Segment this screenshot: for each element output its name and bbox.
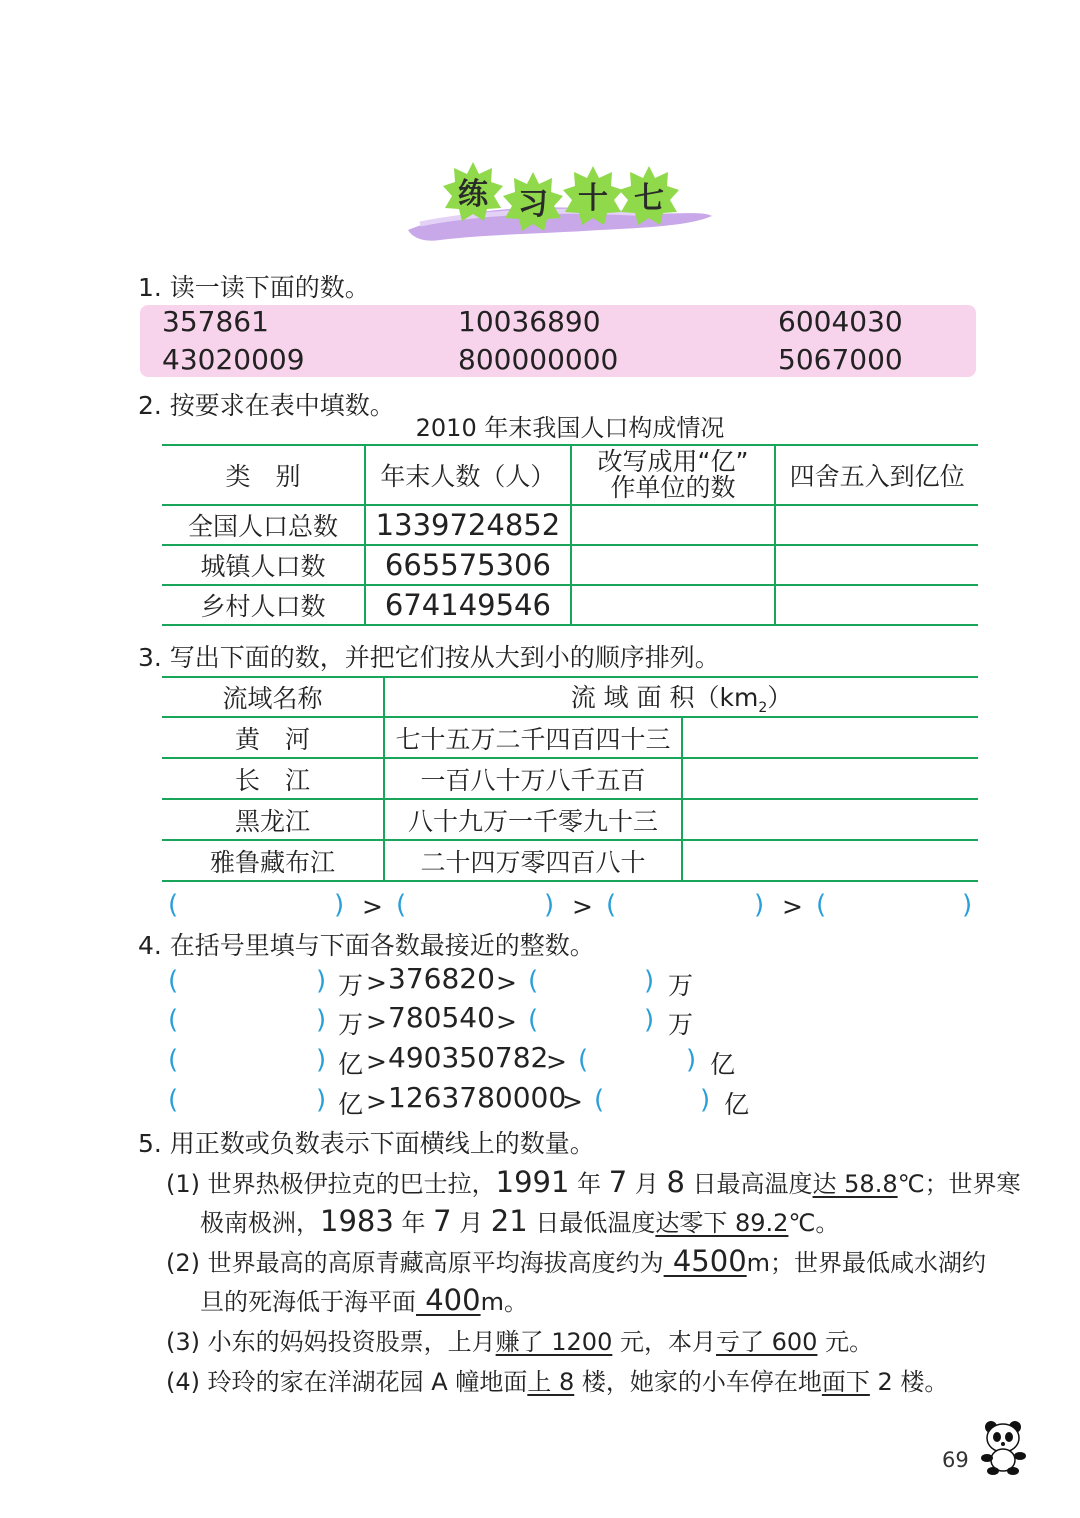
answer-cell-round[interactable] bbox=[775, 545, 978, 585]
close-paren: ) bbox=[316, 966, 327, 996]
table-row bbox=[162, 505, 978, 545]
close-paren: ) bbox=[334, 890, 345, 920]
answer-cell-number[interactable] bbox=[682, 758, 978, 799]
reading-number: 800000000 bbox=[458, 343, 619, 376]
underlined-quantity: 达 58.8 bbox=[812, 1170, 898, 1198]
title-char: 习 bbox=[518, 187, 548, 222]
order-blank[interactable] bbox=[413, 890, 541, 922]
title-char: 七 bbox=[634, 181, 664, 216]
river-basin-table bbox=[162, 676, 978, 882]
close-paren: ) bbox=[316, 1045, 327, 1075]
unit-left: 万 bbox=[338, 1010, 364, 1039]
basin-name: 雅鲁藏布江 bbox=[162, 840, 384, 881]
order-blank[interactable] bbox=[833, 890, 961, 922]
answer-cell-yi[interactable] bbox=[571, 505, 775, 545]
q5-item-1-line-2: 极南极洲，1983 年 7 月 21 日最低温度达零下 89.2℃。 bbox=[200, 1204, 840, 1238]
header-category: 类 别 bbox=[162, 445, 365, 505]
close-paren: ) bbox=[962, 890, 973, 920]
unit-left: 万 bbox=[338, 971, 364, 1000]
basin-area-words: 二十四万零四百八十 bbox=[384, 840, 682, 881]
panda-icon bbox=[978, 1418, 1028, 1476]
greater-than-sign: > bbox=[782, 892, 803, 921]
question-3-label: 3. 写出下面的数，并把它们按从大到小的顺序排列。 bbox=[138, 643, 720, 672]
table-row bbox=[162, 758, 978, 799]
table-row bbox=[162, 545, 978, 585]
unit-right: 亿 bbox=[724, 1090, 750, 1119]
open-paren: ( bbox=[168, 1005, 179, 1035]
answer-cell-round[interactable] bbox=[775, 585, 978, 625]
open-paren: ( bbox=[528, 966, 539, 996]
title-char: 十 bbox=[578, 181, 608, 216]
header-basin-name: 流域名称 bbox=[162, 677, 384, 717]
q5-item-2-line-1: (2) 世界最高的高原青藏高原平均海拔高度约为 4500m；世界最低咸水湖约 bbox=[166, 1244, 987, 1278]
open-paren: ( bbox=[594, 1085, 605, 1115]
header-yi-unit: 改写成用“亿” 作单位的数 bbox=[571, 445, 775, 505]
open-paren: ( bbox=[168, 1045, 179, 1075]
basin-area-words: 七十五万二千四百四十三 bbox=[384, 717, 682, 758]
approx-blank[interactable] bbox=[611, 1085, 697, 1117]
answer-cell-round[interactable] bbox=[775, 505, 978, 545]
row-count: 674149546 bbox=[365, 585, 571, 625]
open-paren: ( bbox=[816, 890, 827, 920]
open-paren: ( bbox=[168, 890, 179, 920]
approx-blank[interactable] bbox=[595, 1045, 683, 1077]
greater-than-sign: > bbox=[562, 1087, 583, 1116]
open-paren: ( bbox=[528, 1005, 539, 1035]
approx-blank[interactable] bbox=[185, 1045, 313, 1077]
basin-name: 黑龙江 bbox=[162, 799, 384, 840]
unit-right: 万 bbox=[668, 971, 694, 1000]
close-paren: ) bbox=[316, 1085, 327, 1115]
close-paren: ) bbox=[316, 1005, 327, 1035]
row-count: 1339724852 bbox=[365, 505, 571, 545]
reading-number: 10036890 bbox=[458, 305, 601, 338]
underlined-quantity: 面下 bbox=[821, 1368, 870, 1396]
reading-number: 43020009 bbox=[162, 343, 305, 376]
approx-blank[interactable] bbox=[185, 1005, 313, 1037]
close-paren: ) bbox=[544, 890, 555, 920]
underlined-quantity: 400 bbox=[416, 1283, 481, 1317]
given-number: 376820 bbox=[388, 962, 495, 995]
basin-area-words: 一百八十万八千五百 bbox=[384, 758, 682, 799]
row-category: 全国人口总数 bbox=[162, 505, 365, 545]
table-row bbox=[162, 799, 978, 840]
exercise-title bbox=[400, 150, 720, 250]
question-4-label: 4. 在括号里填与下面各数最接近的整数。 bbox=[138, 931, 595, 960]
answer-cell-number[interactable] bbox=[682, 840, 978, 881]
greater-than-sign: > bbox=[546, 1047, 567, 1076]
underlined-quantity: 亏了 600 bbox=[716, 1328, 818, 1356]
population-table bbox=[162, 444, 978, 626]
approx-blank[interactable] bbox=[185, 966, 313, 998]
answer-cell-number[interactable] bbox=[682, 799, 978, 840]
basin-name: 黄 河 bbox=[162, 717, 384, 758]
greater-than-sign: > bbox=[572, 892, 593, 921]
table-row bbox=[162, 717, 978, 758]
basin-area-words: 八十九万一千零九十三 bbox=[384, 799, 682, 840]
greater-than-sign: > bbox=[366, 1007, 387, 1036]
close-paren: ) bbox=[644, 966, 655, 996]
table-row bbox=[162, 840, 978, 881]
underlined-quantity: 4500 bbox=[663, 1244, 747, 1278]
open-paren: ( bbox=[578, 1045, 589, 1075]
greater-than-sign: > bbox=[362, 892, 383, 921]
unit-left: 亿 bbox=[338, 1090, 364, 1119]
close-paren: ) bbox=[700, 1085, 711, 1115]
answer-cell-yi[interactable] bbox=[571, 585, 775, 625]
q5-item-3: (3) 小东的妈妈投资股票，上月赚了 1200 元，本月亏了 600 元。 bbox=[166, 1328, 874, 1356]
table-caption: 2010 年末我国人口构成情况 bbox=[415, 414, 725, 442]
title-badge bbox=[562, 164, 624, 226]
header-round-yi: 四舍五入到亿位 bbox=[775, 445, 978, 505]
given-number: 1263780000 bbox=[388, 1081, 567, 1114]
question-5-label: 5. 用正数或负数表示下面横线上的数量。 bbox=[138, 1129, 595, 1158]
unit-left: 亿 bbox=[338, 1050, 364, 1079]
q5-item-4: (4) 玲玲的家在洋湖花园 A 幢地面上 8 楼，她家的小车停在地面下 2 楼。 bbox=[166, 1368, 949, 1396]
q5-item-2-line-2: 旦的死海低于海平面 400m。 bbox=[200, 1283, 528, 1317]
row-category: 乡村人口数 bbox=[162, 585, 365, 625]
open-paren: ( bbox=[168, 1085, 179, 1115]
row-category: 城镇人口数 bbox=[162, 545, 365, 585]
q5-item-1-line-1: (1) 世界热极伊拉克的巴士拉，1991 年 7 月 8 日最高温度达 58.8℃；世界寒 bbox=[166, 1165, 1021, 1199]
greater-than-sign: > bbox=[496, 1007, 517, 1036]
header-count: 年末人数（人） bbox=[365, 445, 571, 505]
order-blank[interactable] bbox=[185, 890, 330, 922]
answer-cell-yi[interactable] bbox=[571, 545, 775, 585]
approx-blank[interactable] bbox=[545, 1005, 641, 1037]
reading-number: 5067000 bbox=[778, 343, 903, 376]
open-paren: ( bbox=[606, 890, 617, 920]
unit-right: 万 bbox=[668, 1010, 694, 1039]
approx-blank[interactable] bbox=[185, 1085, 313, 1117]
question-2-label: 2. 按要求在表中填数。 bbox=[138, 391, 395, 420]
greater-than-sign: > bbox=[366, 1047, 387, 1076]
close-paren: ) bbox=[686, 1045, 697, 1075]
underlined-quantity: 上 8 bbox=[527, 1368, 575, 1396]
reading-number: 357861 bbox=[162, 305, 269, 338]
given-number: 490350782 bbox=[388, 1041, 549, 1074]
reading-number: 6004030 bbox=[778, 305, 903, 338]
close-paren: ) bbox=[754, 890, 765, 920]
greater-than-sign: > bbox=[366, 968, 387, 997]
answer-cell-number[interactable] bbox=[682, 717, 978, 758]
approx-blank[interactable] bbox=[545, 966, 641, 998]
open-paren: ( bbox=[396, 890, 407, 920]
question-1-label: 1. 读一读下面的数。 bbox=[138, 273, 370, 302]
close-paren: ) bbox=[644, 1005, 655, 1035]
underlined-quantity: 赚了 1200 bbox=[495, 1328, 613, 1356]
unit-right: 亿 bbox=[710, 1050, 736, 1079]
row-count: 665575306 bbox=[365, 545, 571, 585]
given-number: 780540 bbox=[388, 1001, 495, 1034]
basin-name: 长 江 bbox=[162, 758, 384, 799]
page-number: 69 bbox=[942, 1448, 969, 1472]
underlined-quantity: 达零下 89.2 bbox=[655, 1209, 789, 1237]
open-paren: ( bbox=[168, 966, 179, 996]
table-row bbox=[162, 585, 978, 625]
title-badge bbox=[618, 164, 680, 226]
title-badge bbox=[502, 170, 564, 232]
title-badge bbox=[442, 160, 504, 222]
greater-than-sign: > bbox=[496, 968, 517, 997]
greater-than-sign: > bbox=[366, 1087, 387, 1116]
order-blank[interactable] bbox=[623, 890, 751, 922]
header-basin-area: 流 域 面 积$(km_2)$ bbox=[384, 677, 978, 717]
title-char: 练 bbox=[458, 177, 488, 212]
